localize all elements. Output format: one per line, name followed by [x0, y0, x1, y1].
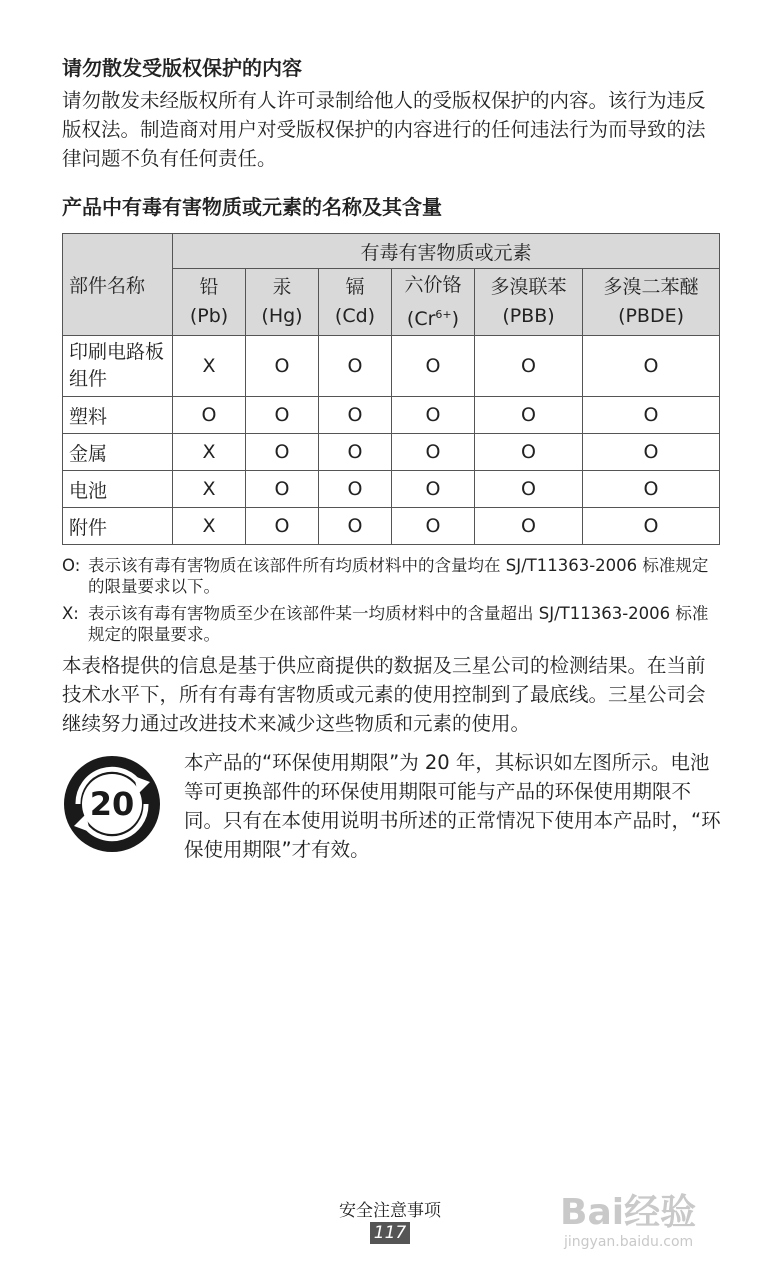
eco-period-20-icon [62, 754, 162, 854]
page-number: 117 [370, 1222, 410, 1244]
value-cell: O [246, 397, 319, 434]
value-cell: O [583, 397, 720, 434]
value-cell: O [319, 397, 392, 434]
table-row [63, 434, 720, 471]
value-cell: O [392, 336, 475, 397]
eco-years-label: 20 [89, 785, 135, 823]
baidu-watermark [560, 1162, 740, 1262]
substances-group-header: 有毒有害物质或元素 [173, 234, 720, 269]
note-o [62, 555, 722, 597]
part-name-header: 部件名称 [63, 234, 173, 336]
document-page [62, 52, 722, 864]
value-cell: O [173, 397, 246, 434]
part-cell: 塑料 [63, 397, 173, 434]
value-cell: O [392, 397, 475, 434]
watermark-url: jingyan.baidu.com [564, 1234, 694, 1250]
note-x [62, 603, 722, 645]
value-cell: O [475, 434, 583, 471]
value-cell: O [392, 471, 475, 508]
value-cell: O [246, 508, 319, 545]
value-cell: O [475, 471, 583, 508]
value-cell: O [583, 508, 720, 545]
value-cell: O [392, 434, 475, 471]
hazardous-substances-table [62, 233, 720, 545]
info-paragraph: 本表格提供的信息是基于供应商提供的数据及三星公司的检测结果。在当前技术水平下，所有有毒有害物质或元素的使用控制到了最底线。三星公司会继续努力通过改进技术来减少这些物质和元素的使用。 [62, 654, 706, 735]
section-title-copyright: 请勿散发受版权保护的内容 [62, 56, 302, 80]
value-cell: O [583, 471, 720, 508]
value-cell: X [173, 336, 246, 397]
value-cell: O [583, 336, 720, 397]
element-header: 汞 (Hg) [246, 269, 319, 336]
value-cell: O [392, 508, 475, 545]
eco-period-paragraph: 本产品的“环保使用期限”为 20 年，其标识如左图所示。电池等可更换部件的环保使用期限可能与产品的环保使用期限不同。只有在本使用说明书所述的正常情况下使用本产品时，“环保使用期限”才有效。 [184, 751, 721, 861]
table-row [63, 471, 720, 508]
section-title-hazardous: 产品中有毒有害物质或元素的名称及其含量 [62, 195, 442, 219]
value-cell: O [475, 397, 583, 434]
element-header: 镉 (Cd) [319, 269, 392, 336]
value-cell: O [246, 471, 319, 508]
table-row [63, 508, 720, 545]
note-text: 表示该有毒有害物质在该部件所有均质材料中的含量均在 SJ/T11363-2006 标准规定的限量要求以下。 [88, 556, 709, 596]
value-cell: O [319, 471, 392, 508]
element-header: 多溴联苯 (PBB) [475, 269, 583, 336]
value-cell: O [319, 508, 392, 545]
watermark-brand: Bai经验 [560, 1192, 697, 1233]
copyright-paragraph: 请勿散发未经版权所有人许可录制给他人的受版权保护的内容。该行为违反版权法。制造商对用户对受版权保护的内容进行的任何违法行为而导致的法律问题不负有任何责任。 [62, 89, 706, 170]
element-header: 多溴二苯醚 (PBDE) [583, 269, 720, 336]
part-cell: 印刷电路板组件 [63, 336, 173, 397]
value-cell: X [173, 508, 246, 545]
note-text: 表示该有毒有害物质至少在该部件某一均质材料中的含量超出 SJ/T11363-2006 标准规定的限量要求。 [88, 604, 709, 644]
value-cell: O [319, 336, 392, 397]
eco-period-section [62, 748, 722, 864]
table-row [63, 336, 720, 397]
value-cell: O [246, 336, 319, 397]
part-cell: 金属 [63, 434, 173, 471]
value-cell: O [246, 434, 319, 471]
footer-section-title: 安全注意事项 [339, 1201, 441, 1221]
part-cell: 附件 [63, 508, 173, 545]
value-cell: X [173, 434, 246, 471]
value-cell: X [173, 471, 246, 508]
element-header: 六价铬 $(Cr^{6+})$ [392, 269, 475, 336]
element-header: 铅 (Pb) [173, 269, 246, 336]
value-cell: O [475, 336, 583, 397]
table-row [63, 397, 720, 434]
value-cell: O [475, 508, 583, 545]
note-key: O: [62, 556, 81, 575]
value-cell: O [319, 434, 392, 471]
table-notes [62, 555, 722, 645]
part-cell: 电池 [63, 471, 173, 508]
value-cell: O [583, 434, 720, 471]
note-key: X: [62, 604, 79, 623]
